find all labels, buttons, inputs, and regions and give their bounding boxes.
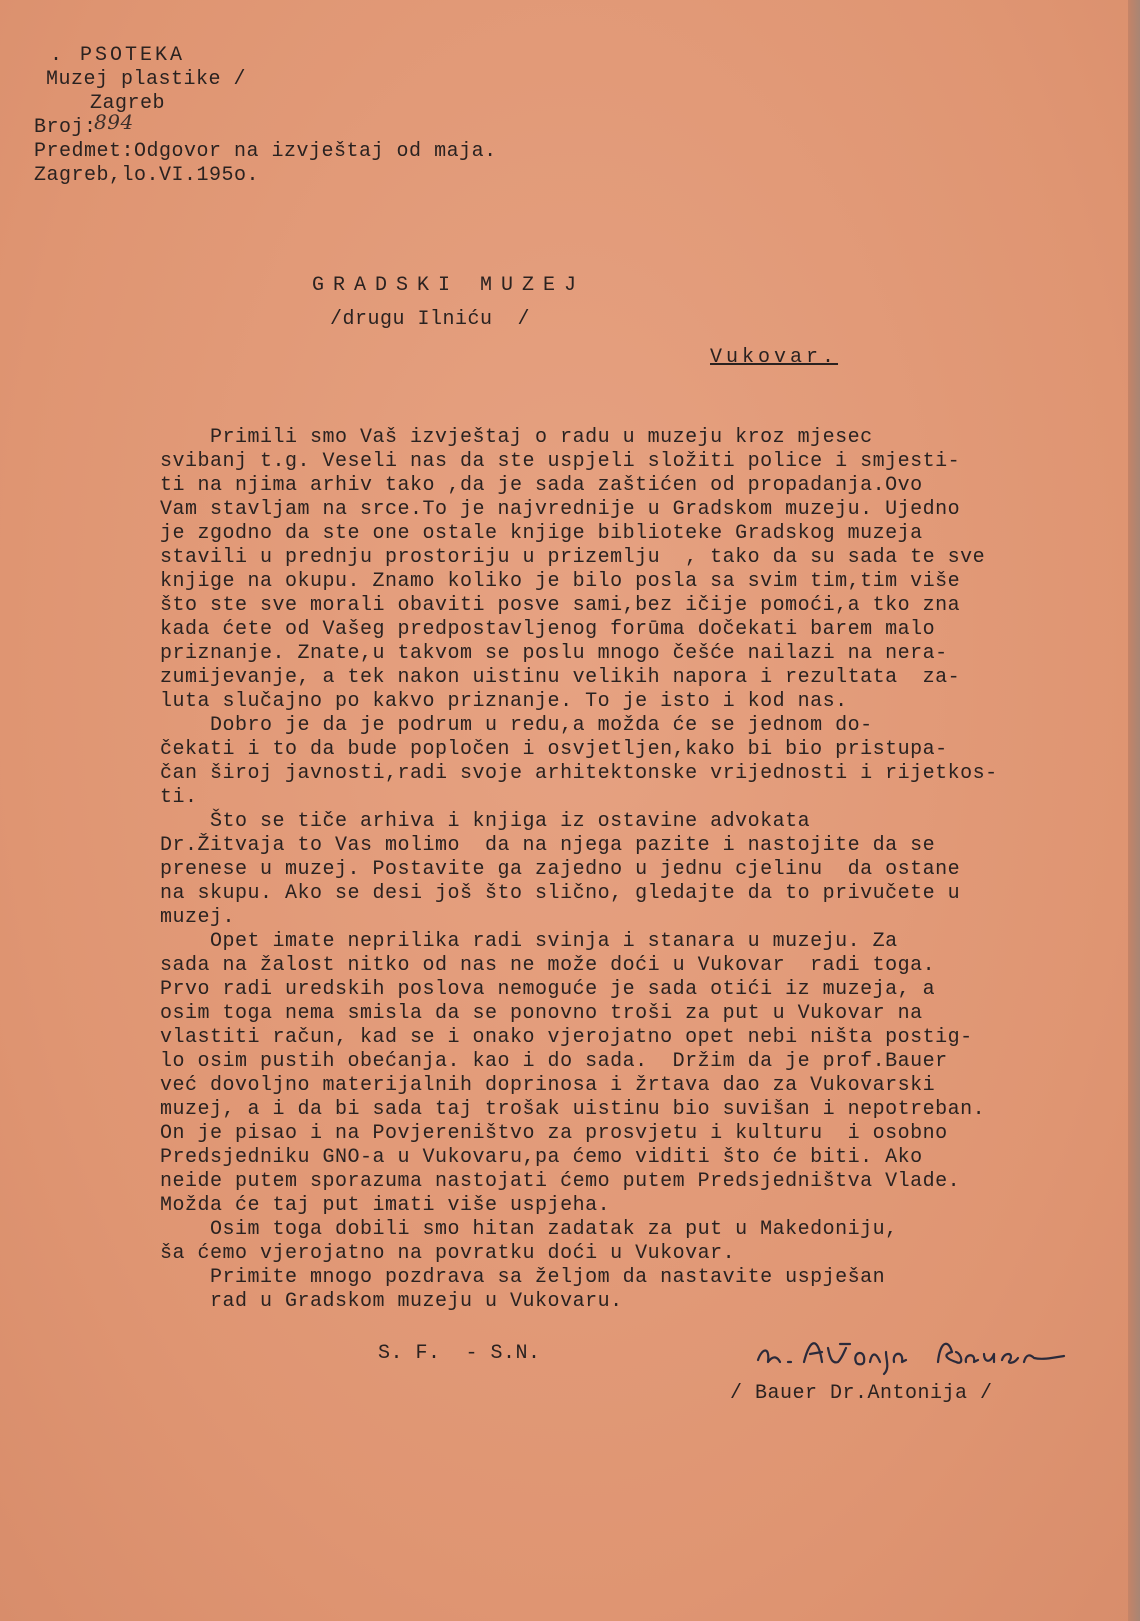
body-line: čekati i to da bude popločen i osvjetljen,kako bi bio pristupa- xyxy=(160,738,948,761)
body-line: Primite mnogo pozdrava sa željom da nastavite uspješan xyxy=(160,1266,886,1289)
body-line: lo osim pustih obećanja. kao i do sada. Držim da je prof.Bauer xyxy=(160,1050,948,1073)
body-line: Primili smo Vaš izvještaj o radu u muzeju kroz mjesec xyxy=(160,426,873,449)
body-line: svibanj t.g. Veseli nas da ste uspjeli složiti police i smjesti- xyxy=(160,450,961,473)
body-line: neide putem sporazuma nastojati ćemo putem Predsjedništva Vlade. xyxy=(160,1170,961,1193)
body-line: stavili u prednju prostoriju u prizemlju , tako da su sada te sve xyxy=(160,546,986,569)
subject-line: Predmet:Odgovor na izvještaj od maja. xyxy=(34,140,497,163)
body-line: Osim toga dobili smo hitan zadatak za put u Makedoniju, xyxy=(160,1218,898,1241)
org-name: . PSOTEKA xyxy=(50,44,186,67)
header-city: Zagreb xyxy=(90,92,166,115)
recipient-city: Vukovar. xyxy=(710,346,839,369)
typed-signature: / Bauer Dr.Antonija / xyxy=(730,1382,993,1405)
body-line: On je pisao i na Povjereništvo za prosvjetu i kulturu i osobno xyxy=(160,1122,948,1145)
body-line: Predsjedniku GNO-a u Vukovaru,pa ćemo viditi što će biti. Ako xyxy=(160,1146,923,1169)
body-line: ša ćemo vjerojatno na povratku doći u Vukovar. xyxy=(160,1242,736,1265)
body-line: knjige na okupu. Znamo koliko je bilo posla sa svim tim,tim više xyxy=(160,570,961,593)
body-line: što ste sve morali obaviti posve sami,bez ičije pomoći,a tko zna xyxy=(160,594,961,617)
body-line: je zgodno da ste one ostale knjige biblioteke Gradskog muzeja xyxy=(160,522,923,545)
body-line: Dr.Žitvaja to Vas molimo da na njega pazite i nastojite da se xyxy=(160,834,936,857)
body-line: Prvo radi uredskih poslova nemoguće je sada otići iz muzeja, a xyxy=(160,978,936,1001)
body-line: luta slučajno po kakvo priznanje. To je isto i kod nas. xyxy=(160,690,848,713)
body-line: rad u Gradskom muzeju u Vukovaru. xyxy=(160,1290,623,1313)
body-line: ti na njima arhiv tako ,da je sada zaštićen od propadanja.Ovo xyxy=(160,474,923,497)
body-line: Možda će taj put imati više uspjeha. xyxy=(160,1194,611,1217)
body-line: muzej. xyxy=(160,906,236,929)
body-line: Dobro je da je podrum u redu,a možda će se jednom do- xyxy=(160,714,873,737)
handwritten-signature xyxy=(752,1318,1112,1378)
recipient-attention: /drugu Ilniću / xyxy=(330,308,531,331)
body-line: osim toga nema smisla da se ponovno troši za put u Vukovar na xyxy=(160,1002,923,1025)
body-line: prenese u muzej. Postavite ga zajedno u jednu cjelinu da ostane xyxy=(160,858,961,881)
body-line: sada na žalost nitko od nas ne može doći u Vukovar radi toga. xyxy=(160,954,936,977)
body-line: kada ćete od Vašeg predpostavljenog forūma dočekati barem malo xyxy=(160,618,936,641)
reference-number: 894 xyxy=(94,110,134,134)
body-line: priznanje. Znate,u takvom se poslu mnogo češće nailazi na nera- xyxy=(160,642,948,665)
body-line: zumijevanje, a tek nakon uistinu velikih napora i rezultata za- xyxy=(160,666,961,689)
department: Muzej plastike / xyxy=(46,68,247,91)
body-line: muzej, a i da bi sada taj trošak uistinu bio suvišan i nepotreban. xyxy=(160,1098,986,1121)
body-line: ti. xyxy=(160,786,198,809)
letter-date: Zagreb,lo.VI.195o. xyxy=(34,164,260,187)
reference-label: Broj: xyxy=(34,116,97,139)
body-line: čan široj javnosti,radi svoje arhitektonske vrijednosti i rijetkos- xyxy=(160,762,998,785)
body-line: vlastiti račun, kad se i onako vjerojatno opet nebi ništa postig- xyxy=(160,1026,973,1049)
body-line: Što se tiče arhiva i knjiga iz ostavine advokata xyxy=(160,810,811,833)
body-line: već dovoljno materijalnih doprinosa i žrtava dao za Vukovarski xyxy=(160,1074,936,1097)
body-line: Opet imate neprilika radi svinja i stanara u muzeju. Za xyxy=(160,930,898,953)
reference-initials: S. F. - S.N. xyxy=(378,1342,541,1365)
body-line: Vam stavljam na srce.To je najvrednije u Gradskom muzeju. Ujedno xyxy=(160,498,961,521)
body-line: na skupu. Ako se desi još što slično, gledajte da to privučete u xyxy=(160,882,961,905)
page-edge xyxy=(1128,0,1140,1621)
recipient-name: GRADSKI MUZEJ xyxy=(312,274,586,297)
